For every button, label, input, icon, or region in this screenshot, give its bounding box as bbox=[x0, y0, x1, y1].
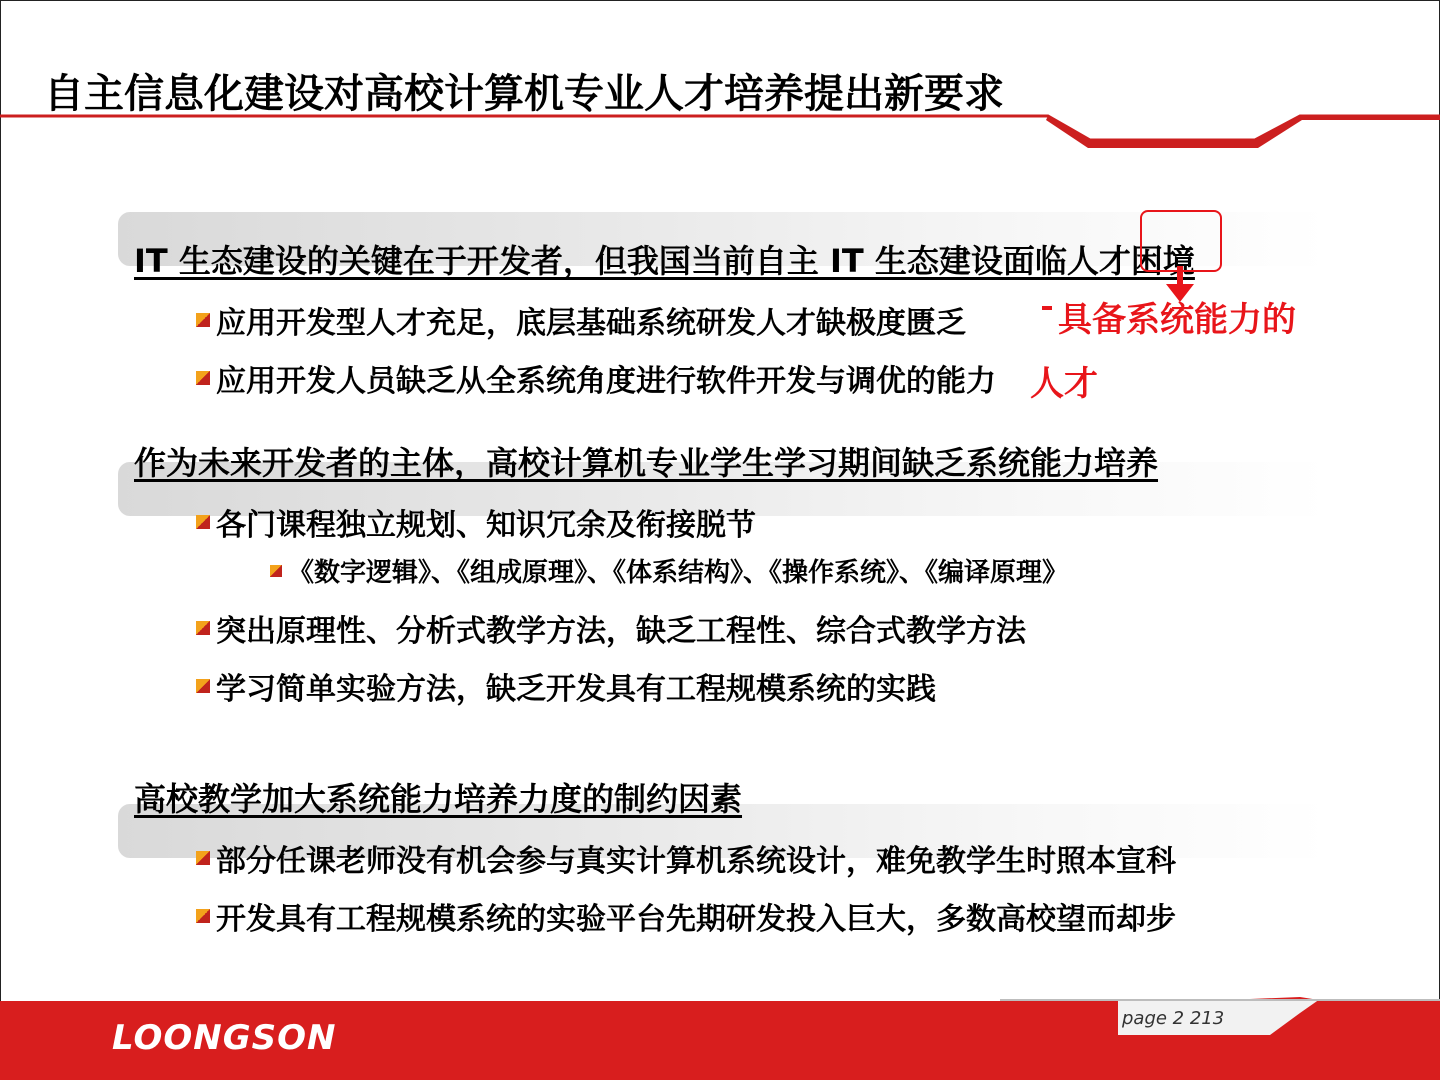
bullet-item bbox=[196, 836, 1176, 880]
callout-text-2: 人才 bbox=[1030, 364, 1098, 404]
section-heading-1: IT 生态建设的关键在于开发者，但我国当前自主 IT 生态建设面临人才困境 bbox=[134, 242, 1195, 280]
bullet-icon bbox=[196, 515, 210, 529]
bullet-item bbox=[196, 500, 756, 544]
bullet-text: 部分任课老师没有机会参与真实计算机系统设计，难免教学生时照本宣科 bbox=[216, 844, 1176, 879]
callout-text-1: 具备系统能力的 bbox=[1058, 300, 1296, 340]
loongson-logo: LOONGSON bbox=[112, 1018, 337, 1058]
bullet-text: 应用开发人员缺乏从全系统角度进行软件开发与调优的能力 bbox=[216, 364, 996, 399]
bullet-item bbox=[196, 606, 1026, 650]
section-heading-3: 高校教学加大系统能力培养力度的制约因素 bbox=[134, 780, 743, 818]
bullet-text: 各门课程独立规划、知识冗余及衔接脱节 bbox=[216, 508, 756, 543]
bullet-icon bbox=[196, 851, 210, 865]
bullet-icon bbox=[196, 371, 210, 385]
header-divider bbox=[0, 110, 1440, 155]
bullet-icon bbox=[196, 621, 210, 635]
bullet-item bbox=[196, 298, 966, 342]
sub-bullet-item bbox=[270, 552, 1068, 589]
bullet-text: 学习简单实验方法，缺乏开发具有工程规模系统的实践 bbox=[216, 672, 936, 707]
bullet-item bbox=[196, 894, 1176, 938]
bullet-text: 应用开发型人才充足，底层基础系统研发人才缺极度匮乏 bbox=[216, 306, 966, 341]
bullet-icon bbox=[196, 313, 210, 327]
bullet-text: 突出原理性、分析式教学方法，缺乏工程性、综合式教学方法 bbox=[216, 614, 1026, 649]
page-number: page 2 213 bbox=[1122, 1008, 1225, 1029]
bullet-icon bbox=[196, 909, 210, 923]
bullet-icon bbox=[196, 679, 210, 693]
bullet-text: 开发具有工程规模系统的实验平台先期研发投入巨大，多数高校望而却步 bbox=[216, 902, 1176, 937]
slide-title: 自主信息化建设对高校计算机专业人才培养提出新要求 bbox=[44, 71, 1004, 117]
bullet-text: 《数字逻辑》、《组成原理》、《体系结构》、《操作系统》、《编译原理》 bbox=[288, 558, 1069, 588]
section-heading-2: 作为未来开发者的主体，高校计算机专业学生学习期间缺乏系统能力培养 bbox=[134, 444, 1159, 482]
bullet-item bbox=[196, 664, 936, 708]
bullet-item bbox=[196, 356, 996, 400]
bullet-icon bbox=[270, 565, 282, 577]
